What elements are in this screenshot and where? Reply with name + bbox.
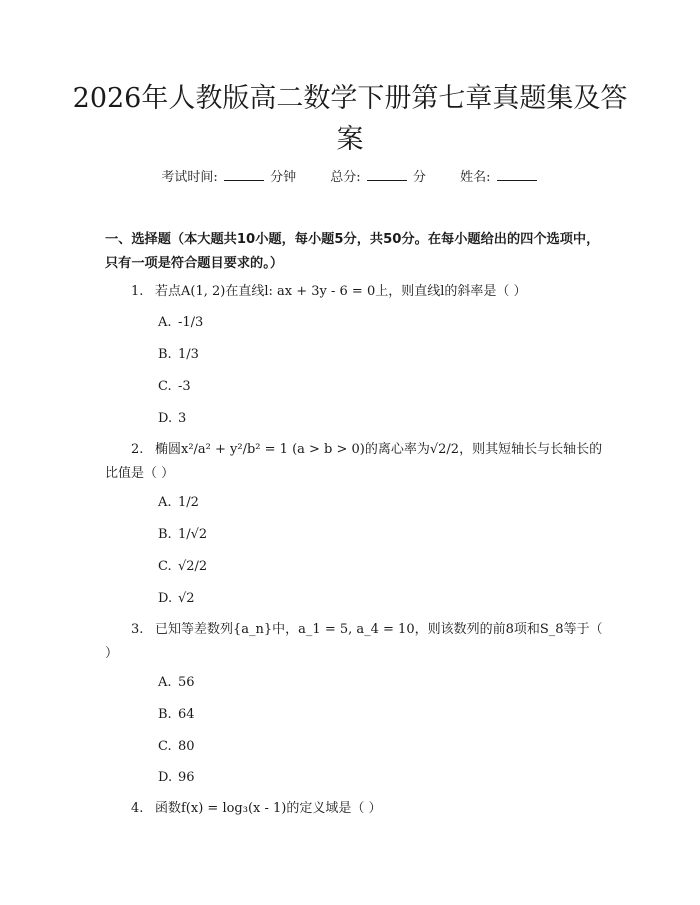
total-score-label: 总分:: [330, 170, 361, 185]
option-2d: [158, 589, 195, 609]
option-letter: A.: [158, 675, 172, 690]
option-text: √2: [178, 591, 195, 606]
option-letter: B.: [158, 527, 172, 542]
question-stem: 函数f(x) = log₃(x - 1)的定义域是（ ）: [155, 801, 382, 816]
option-3a: [158, 673, 195, 693]
question-number: 4.: [131, 801, 144, 816]
option-letter: D.: [158, 770, 173, 785]
option-2b: [158, 525, 207, 545]
total-score-blank: [367, 168, 407, 181]
question-stem: 已知等差数列{a_n}中，a_1 = 5, a_4 = 10，则该数列的前8项和S_8等于（ ）: [105, 622, 603, 661]
option-letter: D.: [158, 411, 173, 426]
option-text: 56: [178, 675, 195, 690]
option-letter: C.: [158, 379, 172, 394]
exam-time-blank: [224, 168, 264, 181]
exam-time-field: [161, 170, 300, 185]
name-label: 姓名:: [460, 170, 491, 185]
option-3d: [158, 768, 195, 788]
option-letter: B.: [158, 707, 172, 722]
document-title: 2026年人教版高二数学下册第七章真题集及答案: [72, 83, 628, 155]
total-score-unit: 分: [412, 170, 426, 185]
option-text: 96: [178, 770, 195, 785]
option-text: 1/√2: [178, 527, 208, 542]
option-text: 1/2: [178, 495, 199, 510]
question-stem: 椭圆x²/a² + y²/b² = 1 (a > b > 0)的离心率为√2/2，则其短轴长与长轴长的比值是（ ）: [105, 442, 603, 481]
option-3b: [158, 705, 195, 725]
exam-time-label: 考试时间:: [161, 170, 218, 185]
option-letter: B.: [158, 347, 172, 362]
question-4: [105, 797, 605, 821]
option-2a: [158, 493, 199, 513]
option-text: 80: [178, 739, 195, 754]
option-text: √2/2: [178, 559, 208, 574]
option-2c: [158, 557, 207, 577]
section-heading: 一、选择题（本大题共10小题，每小题5分，共50分。在每小题给出的四个选项中，只有一项是符合题目要求的。）: [105, 232, 600, 271]
option-text: 3: [178, 411, 187, 426]
option-text: -1/3: [178, 315, 204, 330]
option-text: 64: [178, 707, 195, 722]
exam-time-unit: 分钟: [270, 170, 297, 185]
option-1c: [158, 377, 191, 397]
option-letter: D.: [158, 591, 173, 606]
question-2: [105, 438, 605, 486]
option-text: 1/3: [178, 347, 199, 362]
name-blank: [497, 168, 537, 181]
option-1d: [158, 409, 186, 429]
question-number: 1.: [131, 284, 144, 299]
option-letter: C.: [158, 559, 172, 574]
question-number: 3.: [131, 622, 144, 637]
option-1b: [158, 345, 199, 365]
total-score-field: [330, 170, 430, 185]
name-field: [460, 170, 539, 185]
question-stem: 若点A(1, 2)在直线l: ax + 3y - 6 = 0上，则直线l的斜率是（ ）: [155, 284, 527, 299]
option-3c: [158, 737, 195, 757]
option-letter: C.: [158, 739, 172, 754]
exam-info-line: [0, 168, 700, 188]
question-number: 2.: [131, 442, 144, 457]
option-letter: A.: [158, 495, 172, 510]
question-1: [105, 280, 605, 304]
option-1a: [158, 313, 203, 333]
option-text: -3: [178, 379, 191, 394]
question-3: [105, 618, 605, 666]
option-letter: A.: [158, 315, 172, 330]
